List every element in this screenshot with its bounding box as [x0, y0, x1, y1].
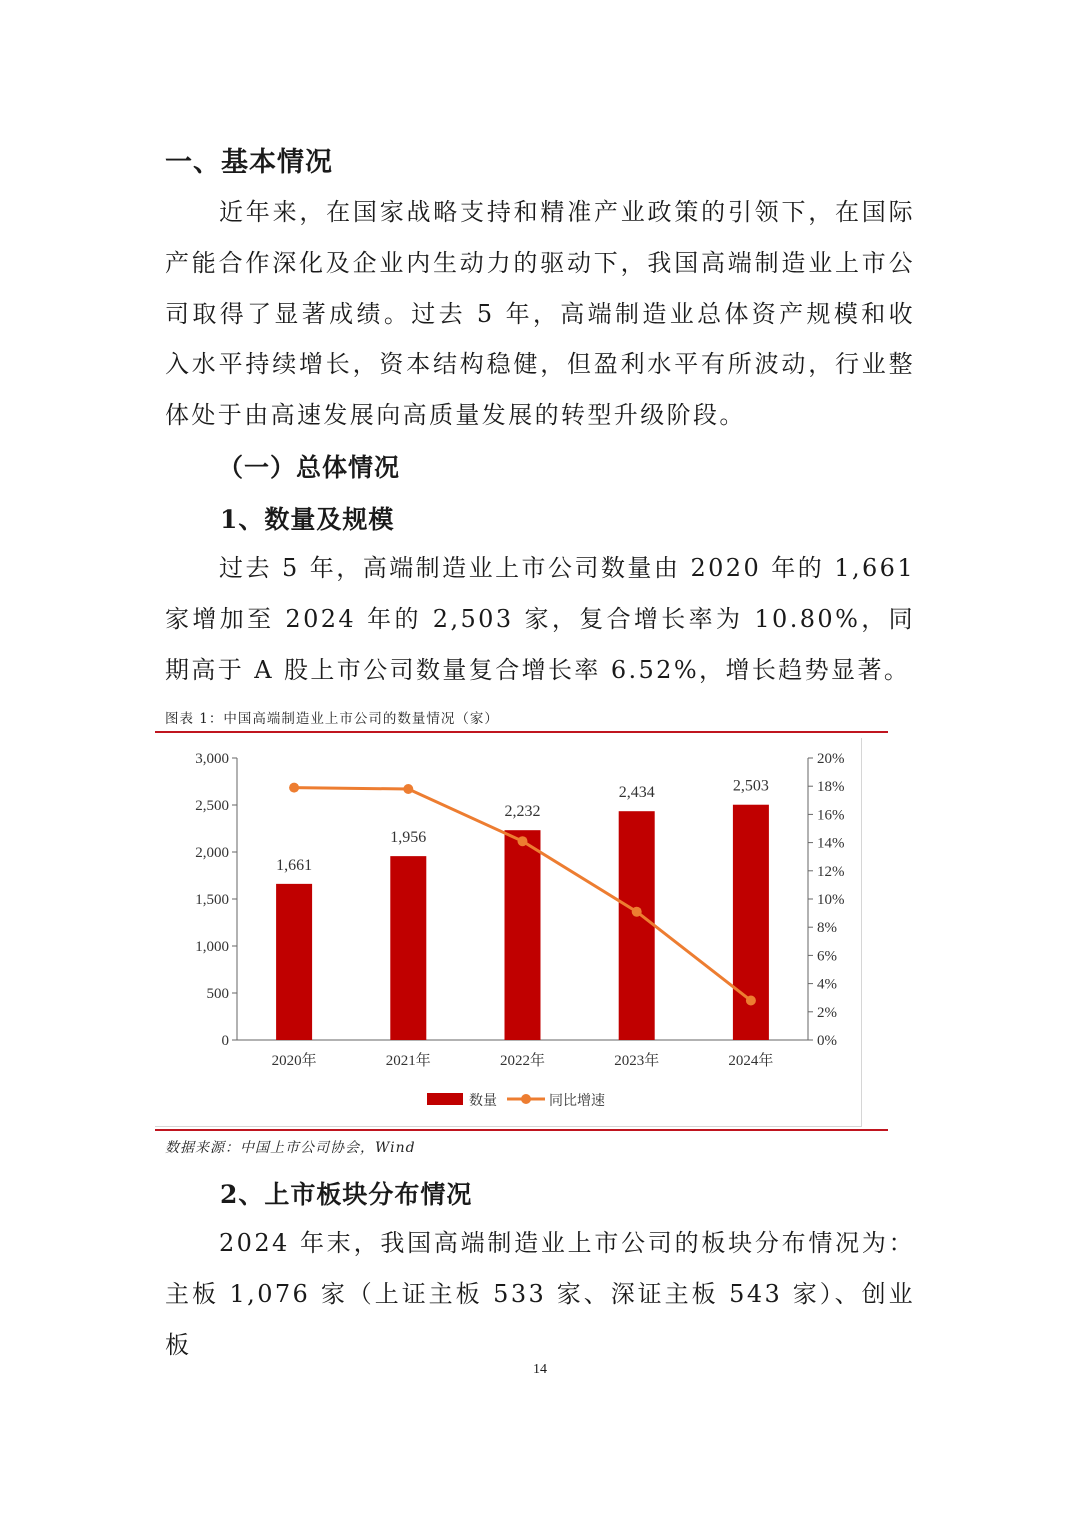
bar-data-label: 2,503 — [732, 777, 769, 795]
bar-data-label: 1,661 — [276, 856, 313, 874]
growth-point — [746, 996, 756, 1006]
legend-bar-swatch — [427, 1093, 463, 1105]
x-tick-label: 2020年 — [271, 1053, 317, 1069]
growth-point — [403, 784, 413, 794]
y2-tick-label: 20% — [817, 751, 845, 767]
legend-line-marker — [521, 1094, 531, 1104]
y-tick-label: 0 — [221, 1033, 229, 1049]
legend-bar-label: 数量 — [469, 1094, 497, 1109]
paragraph-board-distribution: 2024 年末，我国高端制造业上市公司的板块分布情况为：主板 1,076 家（上证主板 533 家、深证主板 543 家）、创业板 — [165, 1229, 915, 1359]
y2-tick-label: 8% — [817, 920, 837, 937]
y2-tick-label: 6% — [817, 948, 837, 965]
x-tick-label: 2022年 — [499, 1053, 546, 1069]
chart-frame — [155, 738, 862, 1127]
y-tick-label: 2,500 — [195, 798, 229, 814]
bar — [390, 856, 426, 1040]
bar-line-chart — [155, 738, 861, 1126]
y-tick-label: 1,500 — [195, 892, 229, 908]
bar — [505, 830, 541, 1040]
bar-data-label: 1,956 — [390, 829, 427, 847]
legend-line-label: 同比增速 — [549, 1094, 605, 1109]
y-tick-label: 2,000 — [195, 845, 229, 861]
bar-data-label: 2,434 — [618, 784, 655, 802]
y2-tick-label: 12% — [817, 863, 845, 880]
bar — [619, 811, 655, 1040]
y2-tick-label: 18% — [817, 779, 845, 796]
paragraph-quantity: 过去 5 年，高端制造业上市公司数量由 2020 年的 1,661 家增加至 2024 年的 2,503 家，复合增长率为 10.80%，同期高于 A 股上市公司数量复合增长率 6.52%，增长趋势显著。 — [165, 554, 915, 684]
x-tick-label: 2023年 — [614, 1053, 660, 1069]
page-number: 14 — [533, 1362, 547, 1377]
y-tick-label: 500 — [206, 986, 229, 1002]
data-source: 数据来源：中国上市公司协会，Wind — [165, 1140, 416, 1156]
y2-tick-label: 4% — [817, 976, 837, 993]
growth-point — [632, 907, 642, 917]
y2-tick-label: 16% — [817, 807, 845, 824]
y2-tick-label: 14% — [817, 835, 845, 852]
y2-tick-label: 0% — [817, 1033, 837, 1049]
heading-quantity-scale: 1、数量及规模 — [220, 505, 395, 534]
subsection-title: （一）总体情况 — [218, 453, 401, 482]
bar — [276, 884, 312, 1040]
y2-tick-label: 10% — [817, 892, 845, 908]
growth-point — [518, 836, 528, 846]
y2-tick-label: 2% — [817, 1004, 837, 1021]
caption-rule-top — [155, 731, 888, 733]
x-tick-label: 2021年 — [385, 1053, 431, 1069]
y-tick-label: 1,000 — [195, 939, 229, 955]
caption-rule-bottom — [155, 1129, 888, 1131]
heading-board-distribution: 2、上市板块分布情况 — [220, 1180, 473, 1209]
section-title: 一、基本情况 — [165, 147, 333, 178]
bar-data-label: 2,232 — [504, 803, 541, 821]
figure-caption: 图表 1：中国高端制造业上市公司的数量情况（家） — [165, 711, 499, 727]
y-tick-label: 3,000 — [195, 751, 229, 767]
x-tick-label: 2024年 — [728, 1053, 774, 1069]
intro-paragraph: 近年来，在国家战略支持和精准产业政策的引领下，在国际产能合作深化及企业内生动力的驱动下，我国高端制造业上市公司取得了显著成绩。过去 5 年，高端制造业总体资产规模和收入水平持续增长，资本结构稳健，但盈利水平有所波动，行业整体处于由高速发展向高质量发展的转型升级阶段。 — [165, 198, 915, 430]
growth-point — [289, 783, 299, 793]
